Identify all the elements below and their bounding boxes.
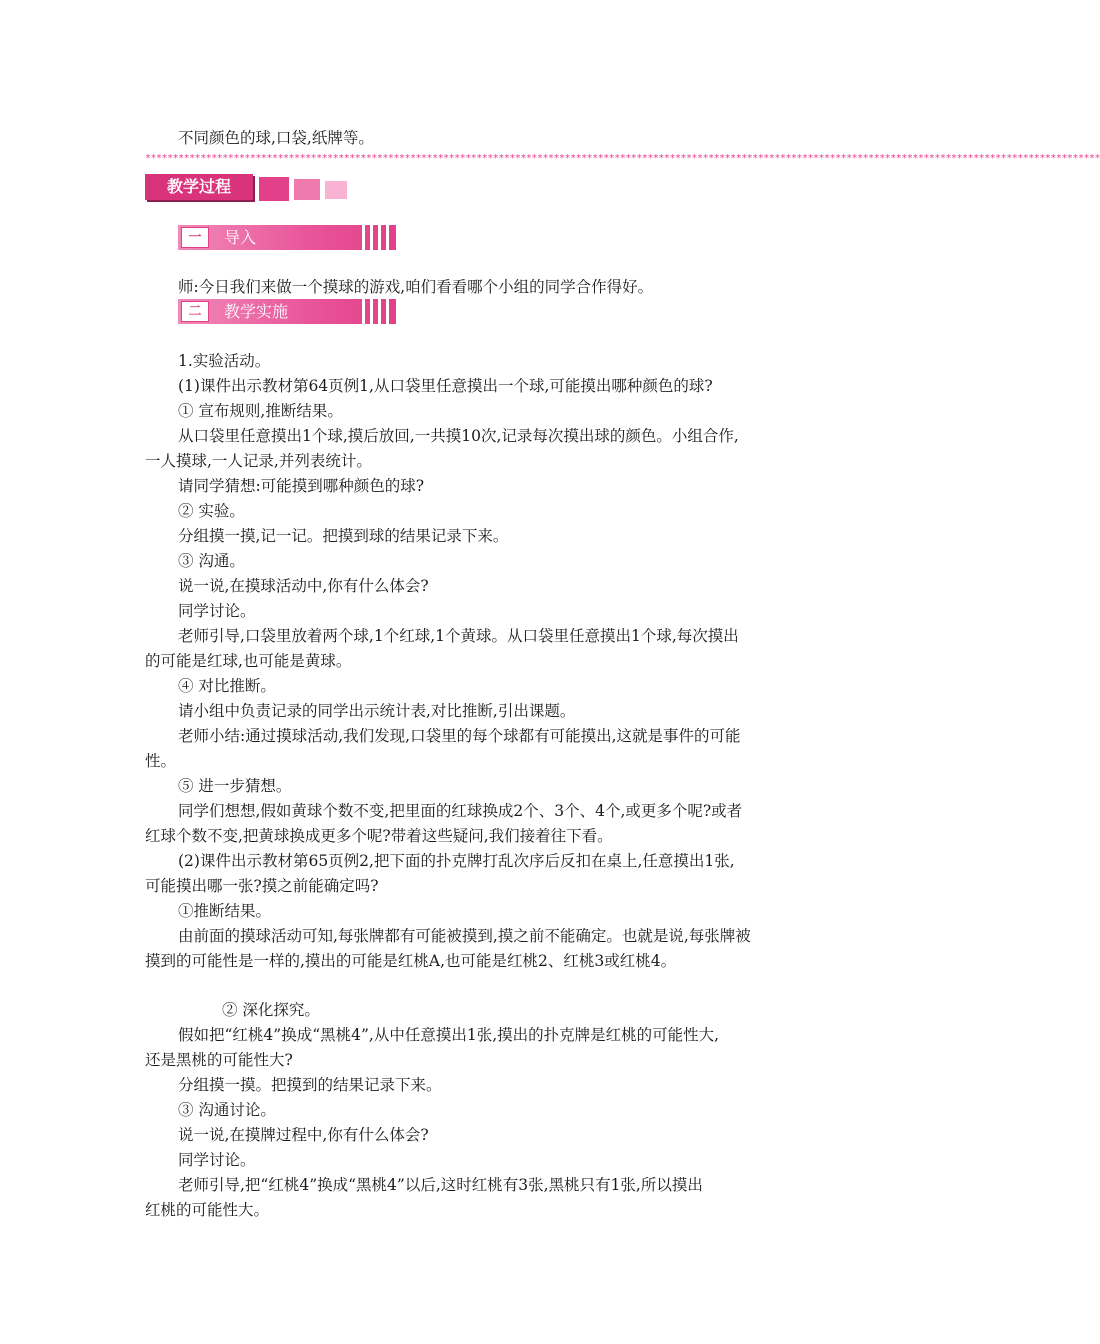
section-banner: 教学过程	[145, 174, 253, 200]
text-line: 请小组中负责记录的同学出示统计表,对比推断,引出课题。	[178, 702, 576, 720]
text-line: 的可能是红球,也可能是黄球。	[145, 652, 352, 670]
text-line: 还是黑桃的可能性大?	[145, 1051, 293, 1069]
text-line: 红球个数不变,把黄球换成更多个呢?带着这些疑问,我们接着往下看。	[145, 827, 613, 845]
text-line: 分组摸一摸,记一记。把摸到球的结果记录下来。	[178, 527, 509, 545]
text-line: ③ 沟通讨论。	[178, 1101, 276, 1119]
text-line: 老师引导,把“红桃4”换成“黑桃4”以后,这时红桃有3张,黑桃只有1张,所以摸出	[178, 1176, 703, 1194]
section-number: 二	[181, 301, 209, 322]
section-title: 导入	[224, 228, 257, 247]
stripes-decoration	[362, 225, 392, 250]
text-line: 同学讨论。	[178, 1151, 256, 1169]
text-line: ③ 沟通。	[178, 552, 245, 570]
text-line: ① 宣布规则,推断结果。	[178, 402, 343, 420]
text-line: 假如把“红桃4”换成“黑桃4”,从中任意摸出1张,摸出的扑克牌是红桃的可能性大,	[178, 1026, 720, 1044]
text-line: 红桃的可能性大。	[145, 1201, 270, 1219]
banner-square-1	[259, 177, 289, 201]
text-line: ①推断结果。	[178, 902, 272, 920]
text-line: 由前面的摸球活动可知,每张牌都有可能被摸到,摸之前不能确定。也就是说,每张牌被	[178, 927, 751, 945]
text-line: ⑤ 进一步猜想。	[178, 777, 292, 795]
text-line: 性。	[145, 752, 177, 770]
text-line: ② 实验。	[178, 502, 245, 520]
banner-square-2	[294, 179, 320, 200]
section-header-teaching	[178, 299, 396, 324]
text-line: 老师引导,口袋里放着两个球,1个红球,1个黄球。从口袋里任意摸出1个球,每次摸出	[178, 627, 739, 645]
text-line: (1)课件出示教材第64页例1,从口袋里任意摸出一个球,可能摸出哪种颜色的球?	[178, 377, 713, 395]
star-divider: *****************************************************************************************************************************************************************************	[145, 153, 1100, 164]
text-line: (2)课件出示教材第65页例2,把下面的扑克牌打乱次序后反扣在桌上,任意摸出1张,	[178, 852, 735, 870]
text-line: 同学讨论。	[178, 602, 256, 620]
intro-line: 师:今日我们来做一个摸球的游戏,咱们看看哪个小组的同学合作得好。	[178, 278, 654, 296]
banner-square-3	[325, 181, 347, 199]
section-title: 教学实施	[224, 302, 289, 321]
text-line: ② 深化探究。	[222, 1001, 320, 1019]
text-line: 可能摸出哪一张?摸之前能确定吗?	[145, 877, 379, 895]
text-line: 同学们想想,假如黄球个数不变,把里面的红球换成2个、3个、4个,或更多个呢?或者	[178, 802, 743, 820]
text-line: 摸到的可能性是一样的,摸出的可能是红桃A,也可能是红桃2、红桃3或红桃4。	[145, 952, 677, 970]
text-line: ④ 对比推断。	[178, 677, 276, 695]
text-line: 请同学猜想:可能摸到哪种颜色的球?	[178, 477, 425, 495]
text-line: 一人摸球,一人记录,并列表统计。	[145, 452, 372, 470]
text-line: 1.实验活动。	[178, 352, 271, 370]
text-line: 从口袋里任意摸出1个球,摸后放回,一共摸10次,记录每次摸出球的颜色。小组合作,	[178, 427, 739, 445]
stripes-decoration	[362, 299, 392, 324]
section-header-intro	[178, 225, 396, 250]
text-line: 说一说,在摸牌过程中,你有什么体会?	[178, 1126, 429, 1144]
section-number: 一	[181, 227, 209, 248]
text-line: 分组摸一摸。把摸到的结果记录下来。	[178, 1076, 442, 1094]
materials-line: 不同颜色的球,口袋,纸牌等。	[178, 129, 374, 147]
text-line: 说一说,在摸球活动中,你有什么体会?	[178, 577, 429, 595]
text-line: 老师小结:通过摸球活动,我们发现,口袋里的每个球都有可能摸出,这就是事件的可能	[178, 727, 741, 745]
